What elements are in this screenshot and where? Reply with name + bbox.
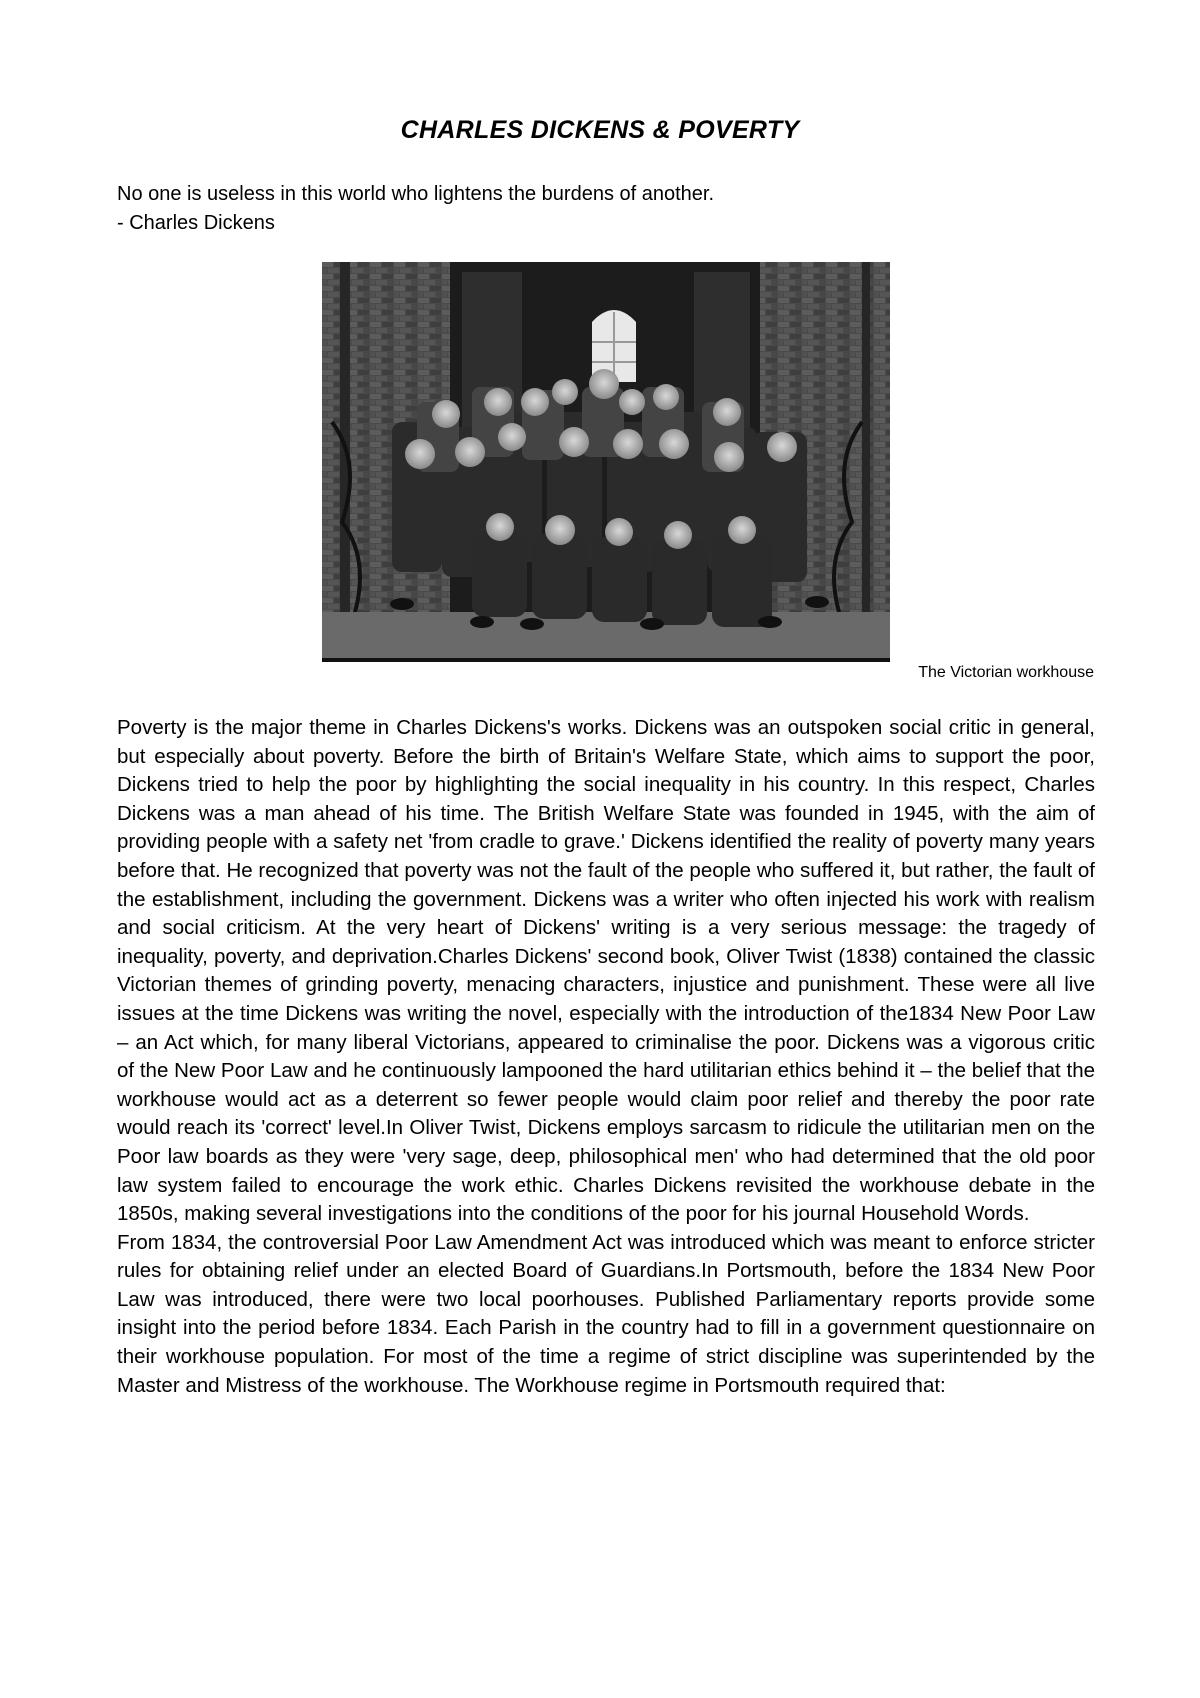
article-body xyxy=(117,714,1095,1400)
paragraph: From 1834, the controversial Poor Law Amendment Act was introduced which was meant to enforce stricter rules for obtaining relief under an elected Board of Guardians.In Portsmouth, before the 1834 New Poor Law was introduced, there were two local poorhouses. Published Parliamentary reports provide some insight into the period before 1834. Each Parish in the country had to fill in a government questionnaire on their workhouse population. For most of the time a regime of strict discipline was superintended by the Master and Mistress of the workhouse. The Workhouse regime in Portsmouth required that: xyxy=(117,1230,1095,1397)
workhouse-photo xyxy=(322,262,890,662)
quote-attribution: - Charles Dickens xyxy=(117,212,275,234)
epigraph xyxy=(117,180,1097,238)
paragraph: Poverty is the major theme in Charles Dickens's works. Dickens was an outspoken social critic in general, but especially about poverty. Before the birth of Britain's Welfare State, which aims to support the poor, Dickens tried to help the poor by highlighting the social inequality in his country. In this respect, Charles Dickens was a man ahead of his time. The British Welfare State was founded in 1945, with the aim of providing people with a safety net 'from cradle to grave.' Dickens identified the reality of poverty many years before that. He recognized that poverty was not the fault of the people who suffered it, but rather, the fault of the establishment, including the government. Dickens was a writer who often injected his work with realism and social criticism. At the very heart of Dickens' writing is a very serious message: the tragedy of inequality, poverty, and deprivation.Charles Dickens' second book, Oliver Twist (1838) contained the classic Victorian themes of grinding poverty, menacing characters, injustice and punishment. These were all live issues at the time Dickens was writing the novel, especially with the introduction of the1834 New Poor Law – an Act which, for many liberal Victorians, appeared to criminalise the poor. Dickens was a vigorous critic of the New Poor Law and he continuously lampooned the hard utilitarian ethics behind it – the belief that the workhouse would act as a deterrent so fewer people would claim poor relief and thereby the poor rate would reach its 'correct' level.In Oliver Twist, Dickens employs sarcasm to ridicule the utilitarian men on the Poor law boards as they were 'very sage, deep, philosophical men' who had determined that the old poor law system failed to encourage the work ethic. Charles Dickens revisited the workhouse debate in the 1850s, making several investigations into the conditions of the poor for his journal Household Words. xyxy=(117,716,1095,1226)
page-title: CHARLES DICKENS & POVERTY xyxy=(400,116,800,144)
photo-caption: The Victorian workhouse xyxy=(918,664,1094,681)
photograph-workhouse-children-icon xyxy=(322,262,890,658)
quote-text: No one is useless in this world who lightens the burdens of another. xyxy=(117,183,715,205)
